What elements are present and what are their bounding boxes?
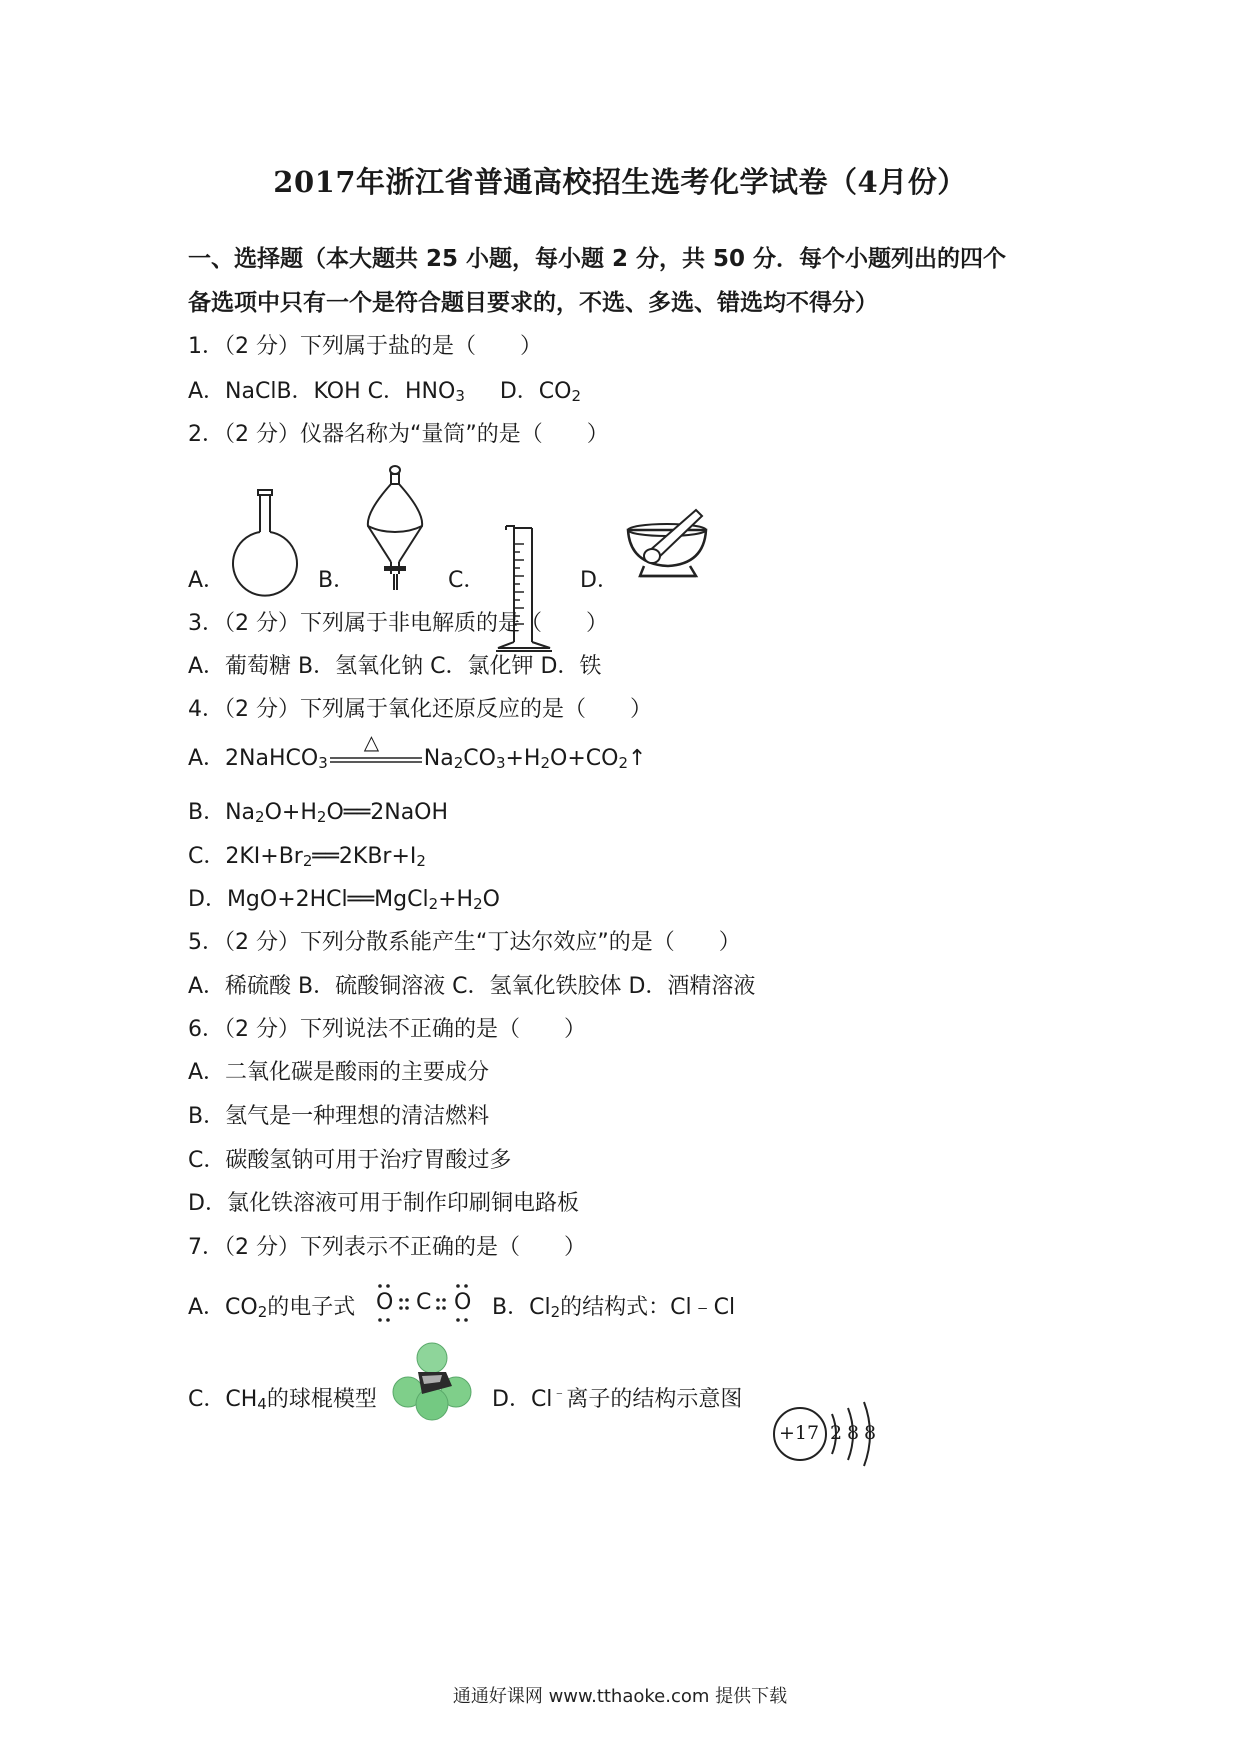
- q2-option-c: C．: [448, 568, 486, 593]
- q1-option-d: D．$CO_2$: [499, 379, 582, 405]
- chloride-ion-structure-diagram: [770, 1396, 890, 1472]
- lewis-dots-icon: [374, 1282, 474, 1324]
- q1-option-c: C．$HNO_3$: [367, 379, 465, 405]
- heat-equals-sign: [330, 730, 422, 770]
- q7-option-a: A．$CO_2$的电子式: [188, 1295, 356, 1321]
- question-7-stem: 7．（2 分）下列表示不正确的是（ ）: [188, 1235, 586, 1260]
- q6-option-a: A．二氧化碳是酸雨的主要成分: [188, 1060, 490, 1085]
- question-6-stem: 6．（2 分）下列说法不正确的是（ ）: [188, 1017, 586, 1042]
- separatory-funnel-icon: [360, 462, 430, 592]
- question-5-options: A．稀硫酸 B．硫酸铜溶液 C．氢氧化铁胶体 D．酒精溶液: [188, 974, 756, 999]
- q7-option-c: C．$CH_4$的球棍模型: [188, 1387, 377, 1413]
- q1-option-a: A．NaCl: [188, 379, 277, 404]
- co2-lewis-structure: [374, 1282, 470, 1322]
- question-1-stem: 1．（2 分）下列属于盐的是（ ）: [188, 334, 542, 359]
- question-3-options: A．葡萄糖 B．氢氧化钠 C．氯化钾 D．铁: [188, 654, 602, 679]
- question-1-options: [188, 381, 581, 403]
- q6-option-d: D．氯化铁溶液可用于制作印刷铜电路板: [188, 1191, 579, 1216]
- q4-option-a: A．2NaHCO$_3$ △ $Na_2CO_3+H_2O+CO_2↑$: [188, 730, 647, 772]
- q6-option-b: B．氢气是一种理想的清洁燃料: [188, 1104, 490, 1129]
- question-3-stem: 3．（2 分）下列属于非电解质的是（ ）: [188, 611, 608, 636]
- q4-option-c: C．$2KI+Br_2══2KBr+I_2$: [188, 844, 426, 870]
- q2-option-d: D．: [580, 568, 619, 593]
- section-heading-line2: 备选项中只有一个是符合题目要求的，不选、多选、错选均不得分）: [188, 290, 878, 316]
- heat-triangle-icon: △: [363, 730, 380, 754]
- lewis-oxygen-left: O: [376, 1290, 394, 1315]
- question-5-stem: 5．（2 分）下列分散系能产生“丁达尔效应”的是（ ）: [188, 930, 741, 955]
- lewis-carbon: C: [416, 1290, 432, 1315]
- q6-option-c: C．碳酸氢钠可用于治疗胃酸过多: [188, 1148, 512, 1173]
- shell-3-electrons: 8: [864, 1422, 877, 1444]
- page-title: 2017年浙江省普通高校招生选考化学试卷（4月份）: [273, 165, 967, 199]
- page-footer: 通通好课网 www.tthaoke.com 提供下载: [452, 1686, 788, 1707]
- q2-option-b: B．: [318, 568, 356, 593]
- q7-option-b: B．$Cl_2$的结构式：Cl﹣Cl: [492, 1295, 736, 1321]
- question-2-stem: 2．（2 分）仪器名称为“量筒”的是（ ）: [188, 422, 609, 447]
- q7-option-d: D．Cl﹣离子的结构示意图: [492, 1385, 743, 1412]
- question-4-stem: 4．（2 分）下列属于氧化还原反应的是（ ）: [188, 697, 652, 722]
- nucleus-charge: +17: [779, 1422, 820, 1444]
- q4-option-d: D．$MgO+2HCl══MgCl_2+H_2O$: [188, 887, 500, 913]
- shell-2-electrons: 8: [847, 1422, 860, 1444]
- round-bottom-flask-icon: [232, 488, 302, 588]
- q2-option-a: A．: [188, 568, 226, 593]
- mortar-and-pestle-icon: [622, 500, 712, 590]
- q1-option-b: B．KOH: [276, 379, 361, 404]
- methane-ball-stick-model-icon: [392, 1342, 472, 1422]
- lewis-oxygen-right: O: [454, 1290, 472, 1315]
- section-heading-line1: 一、选择题（本大题共 25 小题，每小题 2 分，共 50 分．每个小题列出的四个: [188, 246, 1007, 272]
- q4-option-b: B．$Na_2O+H_2O══2NaOH$: [188, 800, 449, 826]
- shell-1-electrons: 2: [830, 1422, 843, 1444]
